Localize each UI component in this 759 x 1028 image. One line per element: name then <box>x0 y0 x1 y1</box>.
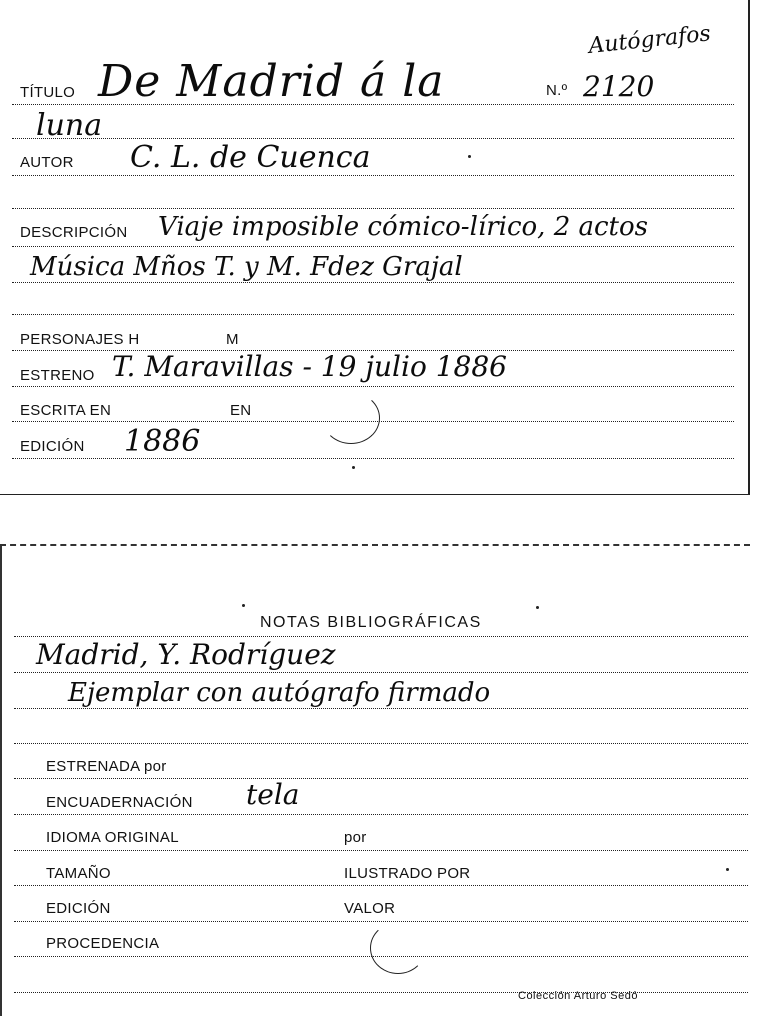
description-handwritten-line1: Viaje imposible cómico-lírico, 2 actos <box>158 212 649 242</box>
procedencia-label: PROCEDENCIA <box>46 935 160 952</box>
encuadernacion-handwritten: tela <box>246 778 300 811</box>
edicion-handwritten: 1886 <box>124 424 201 459</box>
notas-heading: NOTAS BIBLIOGRÁFICAS <box>260 614 482 631</box>
autor-label: AUTOR <box>20 154 74 171</box>
rule <box>12 246 734 247</box>
tamano-label: TAMAÑO <box>46 865 111 882</box>
estreno-handwritten: T. Maravillas - 19 julio 1886 <box>112 350 507 383</box>
descripcion-label: DESCRIPCIÓN <box>20 224 128 241</box>
rule <box>12 175 734 176</box>
encuadernacion-label: ENCUADERNACIÓN <box>46 794 193 811</box>
ink-speck <box>242 604 245 607</box>
number-handwritten: 2120 <box>583 70 655 103</box>
description-handwritten-line2: Música Mños T. y M. Fdez Grajal <box>30 252 463 282</box>
rule <box>14 778 748 779</box>
escrita-en-label: ESCRITA EN <box>20 402 112 419</box>
ilustrado-por-label: ILUSTRADO POR <box>344 865 471 882</box>
rule <box>12 458 734 459</box>
rule <box>12 314 734 315</box>
notes-handwritten-line2: Ejemplar con autógrafo firmado <box>68 678 491 708</box>
estrenada-por-label: ESTRENADA por <box>46 758 167 775</box>
idioma-original-label: IDIOMA ORIGINAL <box>46 829 179 846</box>
catalog-card-front <box>0 0 750 495</box>
ink-speck <box>536 606 539 609</box>
rule <box>14 850 748 851</box>
rule <box>14 814 748 815</box>
estreno-label: ESTRENO <box>20 367 95 384</box>
numero-label: N.º <box>546 82 568 99</box>
ink-speck <box>352 466 355 469</box>
edicion-label: EDICIÓN <box>20 438 85 455</box>
rule <box>14 743 748 744</box>
rule <box>12 208 734 209</box>
rule <box>14 921 748 922</box>
punch-hole-mark <box>322 392 380 444</box>
punch-hole-mark <box>370 922 426 974</box>
ink-speck <box>468 155 471 158</box>
rule <box>14 885 748 886</box>
rule <box>14 636 748 637</box>
title-handwritten-line2: luna <box>36 108 103 143</box>
notes-handwritten-line1: Madrid, Y. Rodríguez <box>36 638 336 671</box>
rule <box>12 138 734 139</box>
ink-speck <box>726 868 729 871</box>
personajes-m-label: M <box>226 331 239 348</box>
valor-label: VALOR <box>344 900 396 917</box>
escrita-en-2-label: EN <box>230 402 252 419</box>
personajes-h-label: PERSONAJES H <box>20 331 140 348</box>
catalog-card-back <box>0 544 750 1016</box>
rule <box>14 672 748 673</box>
rule <box>14 708 748 709</box>
rule <box>12 282 734 283</box>
por-label: por <box>344 829 367 846</box>
category-handwritten: Autógrafos <box>587 21 712 59</box>
rule <box>12 386 734 387</box>
edicion-back-label: EDICIÓN <box>46 900 111 917</box>
title-handwritten-line1: De Madrid á la <box>98 56 445 107</box>
titulo-label: TÍTULO <box>20 84 76 101</box>
author-handwritten: C. L. de Cuenca <box>130 140 371 175</box>
collection-credit: Colección Arturo Sedó <box>518 990 638 1002</box>
